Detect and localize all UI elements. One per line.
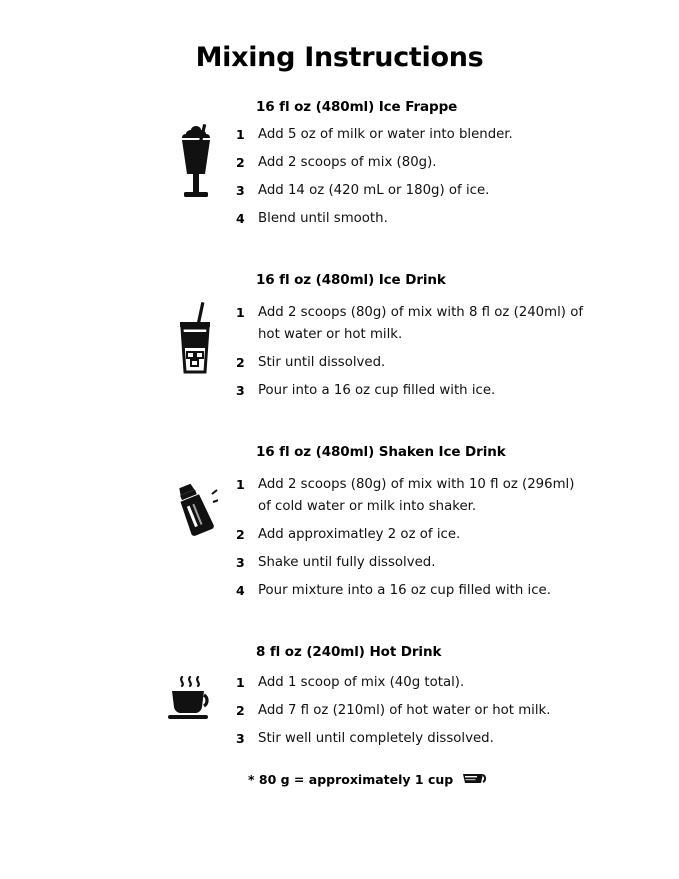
steps-list (236, 302, 679, 408)
step-item (236, 352, 679, 374)
step-number: 1 (236, 477, 245, 492)
section-shaken-ice-drink (0, 444, 679, 608)
section-heading: 16 fl oz (480ml) Ice Drink (256, 272, 446, 288)
step-number: 1 (236, 305, 245, 320)
cocktail-shaker-icon (0, 474, 236, 540)
steps-list (236, 124, 679, 236)
section-heading: 16 fl oz (480ml) Shaken Ice Drink (256, 444, 506, 460)
section-ice-drink (0, 272, 679, 408)
step-text: Pour into a 16 oz cup filled with ice. (258, 383, 496, 398)
step-text: Add 2 scoops (80g) of mix with 8 fl oz (240ml) of hot water or hot milk. (258, 305, 584, 342)
step-item (236, 208, 679, 230)
step-number: 1 (236, 127, 245, 142)
steps-list (236, 474, 679, 608)
measuring-cup-icon (461, 770, 491, 789)
step-item (236, 524, 679, 546)
step-item (236, 124, 679, 146)
step-text: Add approximatley 2 oz of ice. (258, 527, 461, 542)
step-item (236, 552, 679, 574)
step-item (236, 580, 679, 602)
step-text: Add 2 scoops (80g) of mix with 10 fl oz (296ml) of cold water or milk into shaker. (258, 477, 575, 514)
step-number: 4 (236, 211, 245, 226)
step-text: Pour mixture into a 16 oz cup filled with ice. (258, 583, 551, 598)
frappe-glass-icon (0, 124, 236, 202)
step-text: Shake until fully dissolved. (258, 555, 436, 570)
step-number: 4 (236, 583, 245, 598)
step-number: 3 (236, 383, 245, 398)
step-number: 3 (236, 731, 245, 746)
section-heading: 8 fl oz (240ml) Hot Drink (256, 644, 442, 660)
step-text: Add 7 fl oz (210ml) of hot water or hot milk. (258, 703, 551, 718)
step-item (236, 180, 679, 202)
step-item (236, 700, 679, 722)
step-number: 2 (236, 703, 245, 718)
step-text: Stir until dissolved. (258, 355, 386, 370)
instruction-sections (0, 99, 679, 756)
step-number: 3 (236, 555, 245, 570)
page-title: Mixing Instructions (195, 42, 484, 73)
step-number: 2 (236, 155, 245, 170)
step-number: 3 (236, 183, 245, 198)
steps-list (236, 672, 679, 756)
step-item (236, 672, 679, 694)
footnote-text: * 80 g = approximately 1 cup (248, 772, 454, 787)
step-item (236, 152, 679, 174)
step-item (236, 380, 679, 402)
section-hot-drink (0, 644, 679, 756)
step-text: Blend until smooth. (258, 211, 388, 226)
step-text: Add 1 scoop of mix (40g total). (258, 675, 465, 690)
step-item (236, 474, 679, 518)
step-text: Stir well until completely dissolved. (258, 731, 494, 746)
section-heading: 16 fl oz (480ml) Ice Frappe (256, 99, 458, 115)
footnote (248, 770, 679, 789)
iced-cup-icon (0, 302, 236, 376)
step-number: 2 (236, 527, 245, 542)
step-text: Add 2 scoops of mix (80g). (258, 155, 437, 170)
hot-cup-icon (0, 672, 236, 722)
step-item (236, 728, 679, 750)
step-text: Add 14 oz (420 mL or 180g) of ice. (258, 183, 490, 198)
step-number: 2 (236, 355, 245, 370)
step-number: 1 (236, 675, 245, 690)
step-item (236, 302, 679, 346)
step-text: Add 5 oz of milk or water into blender. (258, 127, 513, 142)
section-ice-frappe (0, 99, 679, 236)
